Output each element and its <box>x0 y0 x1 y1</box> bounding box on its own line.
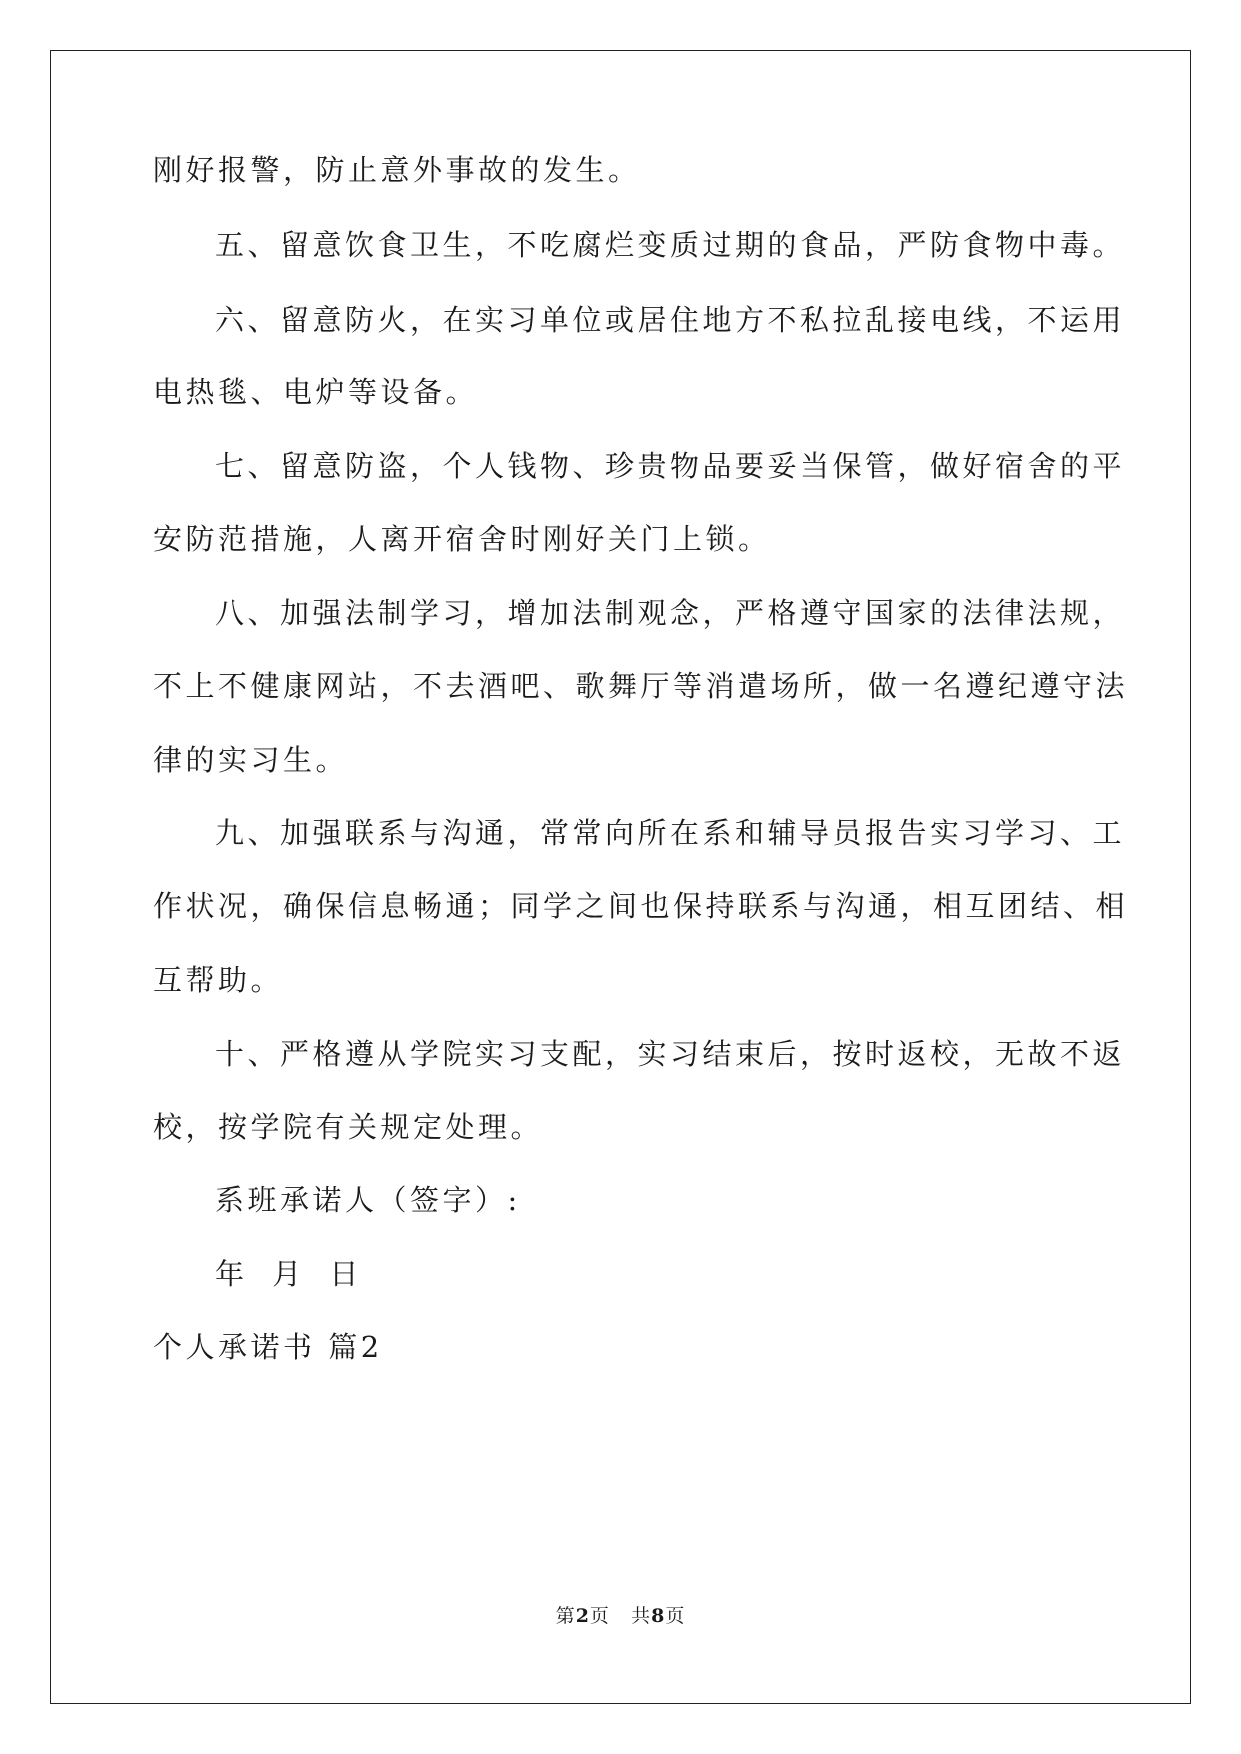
section-heading: 个人承诺书 篇2 <box>153 1330 383 1364</box>
signature-label: 系班承诺人（签字）: <box>215 1183 521 1217</box>
footer-prefix: 第 <box>555 1605 576 1627</box>
footer-total-prefix: 共 <box>631 1605 652 1627</box>
page-border <box>50 50 1191 1704</box>
paragraph-line: 五、留意饮食卫生，不吃腐烂变质过期的食品，严防食物中毒。 <box>215 228 1126 262</box>
paragraph-line: 六、留意防火，在实习单位或居住地方不私拉乱接电线，不运用 <box>215 303 1126 337</box>
paragraph-line: 八、加强法制学习，增加法制观念，严格遵守国家的法律法规， <box>215 596 1126 630</box>
paragraph-line: 互帮助。 <box>153 963 284 997</box>
paragraph-line: 电热毯、电炉等设备。 <box>153 375 479 409</box>
paragraph-line: 七、留意防盗，个人钱物、珍贵物品要妥当保管，做好宿舍的平 <box>215 449 1126 483</box>
paragraph-line: 十、严格遵从学院实习支配，实习结束后，按时返校，无故不返 <box>215 1037 1126 1071</box>
paragraph-line: 不上不健康网站，不去酒吧、歌舞厅等消遣场所，做一名遵纪遵守法 <box>153 669 1129 703</box>
footer-page-number: 2 <box>575 1605 590 1627</box>
paragraph-line: 安防范措施，人离开宿舍时刚好关门上锁。 <box>153 522 771 556</box>
paragraph-line: 刚好报警，防止意外事故的发生。 <box>153 153 641 187</box>
footer-total-pages: 8 <box>651 1605 666 1627</box>
paragraph-line: 律的实习生。 <box>153 743 349 777</box>
footer-page-suffix: 页 <box>589 1605 610 1627</box>
page-footer <box>0 1604 1241 1628</box>
paragraph-line: 九、加强联系与沟通，常常向所在系和辅导员报告实习学习、工 <box>215 816 1126 850</box>
date-line: 年 月 日 <box>215 1257 362 1291</box>
footer-total-suffix: 页 <box>665 1605 686 1627</box>
paragraph-line: 校，按学院有关规定处理。 <box>153 1110 544 1144</box>
paragraph-line: 作状况，确保信息畅通；同学之间也保持联系与沟通，相互团结、相 <box>153 889 1129 923</box>
